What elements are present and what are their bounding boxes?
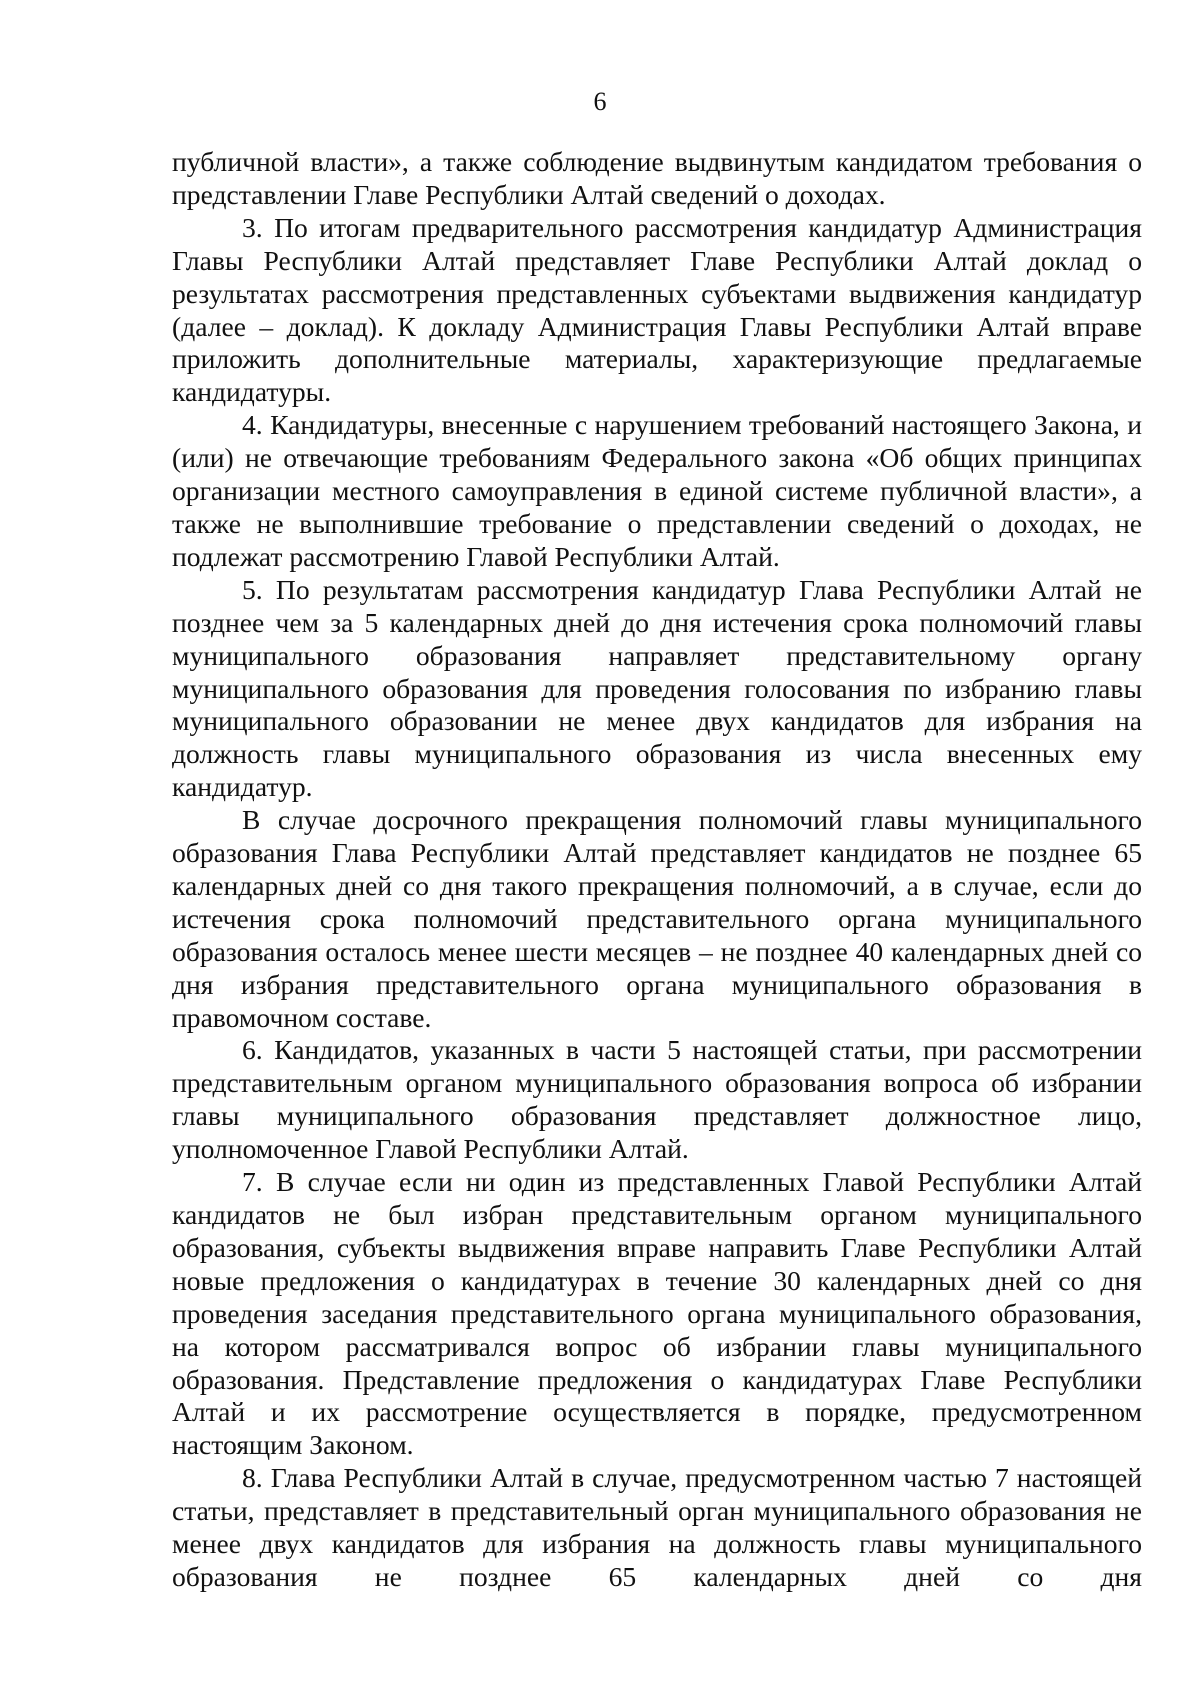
paragraph-item-5-early-termination: В случае досрочного прекращения полномочий главы муниципального образования Глава Республики Алтай представляет кандидатов не позднее 65 календарных дней со дня такого прекращения полномочий, а в случае, если до истечения срока полномочий представительного органа муниципального образования осталось менее шести месяцев – не позднее 40 календарных дней со дня избрания представительного органа муниципального образования в правомочном составе. [172,804,1142,1033]
page-number: 6 [593,87,607,116]
paragraph-continuation: публичной власти», а также соблюдение выдвинутым кандидатом требования о представлении Главе Республики Алтай сведений о доходах. [172,146,1142,210]
paragraph-item-8: 8. Глава Республики Алтай в случае, предусмотренном частью 7 настоящей статьи, представляет в представительный орган муниципального образования не менее двух кандидатов для избрания на должность главы муниципального образования не позднее 65 календарных дней со дня [172,1462,1142,1592]
paragraph-item-4: 4. Кандидатуры, внесенные с нарушением требований настоящего Закона, и (или) не отвечающие требованиям Федерального закона «Об общих принципах организации местного самоуправления в единой системе публичной власти», а также не выполнившие требование о представлении сведений о доходах, не подлежат рассмотрению Главой Республики Алтай. [172,409,1142,572]
document-body [172,146,1142,1594]
paragraph-item-7: 7. В случае если ни один из представленных Главой Республики Алтай кандидатов не был избран представительным органом муниципального образования, субъекты выдвижения вправе направить Главе Республики Алтай новые предложения о кандидатурах в течение 30 календарных дней со дня проведения заседания представительного органа муниципального образования, на котором рассматривался вопрос об избрании главы муниципального образования. Представление предложения о кандидатурах Главе Республики Алтай и их рассмотрение осуществляется в порядке, предусмотренном настоящим Законом. [172,1166,1142,1461]
paragraph-item-6: 6. Кандидатов, указанных в части 5 настоящей статьи, при рассмотрении представительным органом муниципального образования вопроса об избрании главы муниципального образования представляет должностное лицо, уполномоченное Главой Республики Алтай. [172,1034,1142,1165]
paragraph-item-5: 5. По результатам рассмотрения кандидатур Глава Республики Алтай не позднее чем за 5 календарных дней до дня истечения срока полномочий главы муниципального образования направляет представительному органу муниципального образования для проведения голосования по избранию главы муниципального образовании не менее двух кандидатов для избрания на должность главы муниципального образования из числа внесенных ему кандидатур. [172,573,1142,803]
paragraph-item-3: 3. По итогам предварительного рассмотрения кандидатур Администрация Главы Республики Алтай представляет Главе Республики Алтай доклад о результатах рассмотрения представленных субъектами выдвижения кандидатур (далее – доклад). К докладу Администрация Главы Республики Алтай вправе приложить дополнительные материалы, характеризующие предлагаемые кандидатуры. [172,211,1142,408]
